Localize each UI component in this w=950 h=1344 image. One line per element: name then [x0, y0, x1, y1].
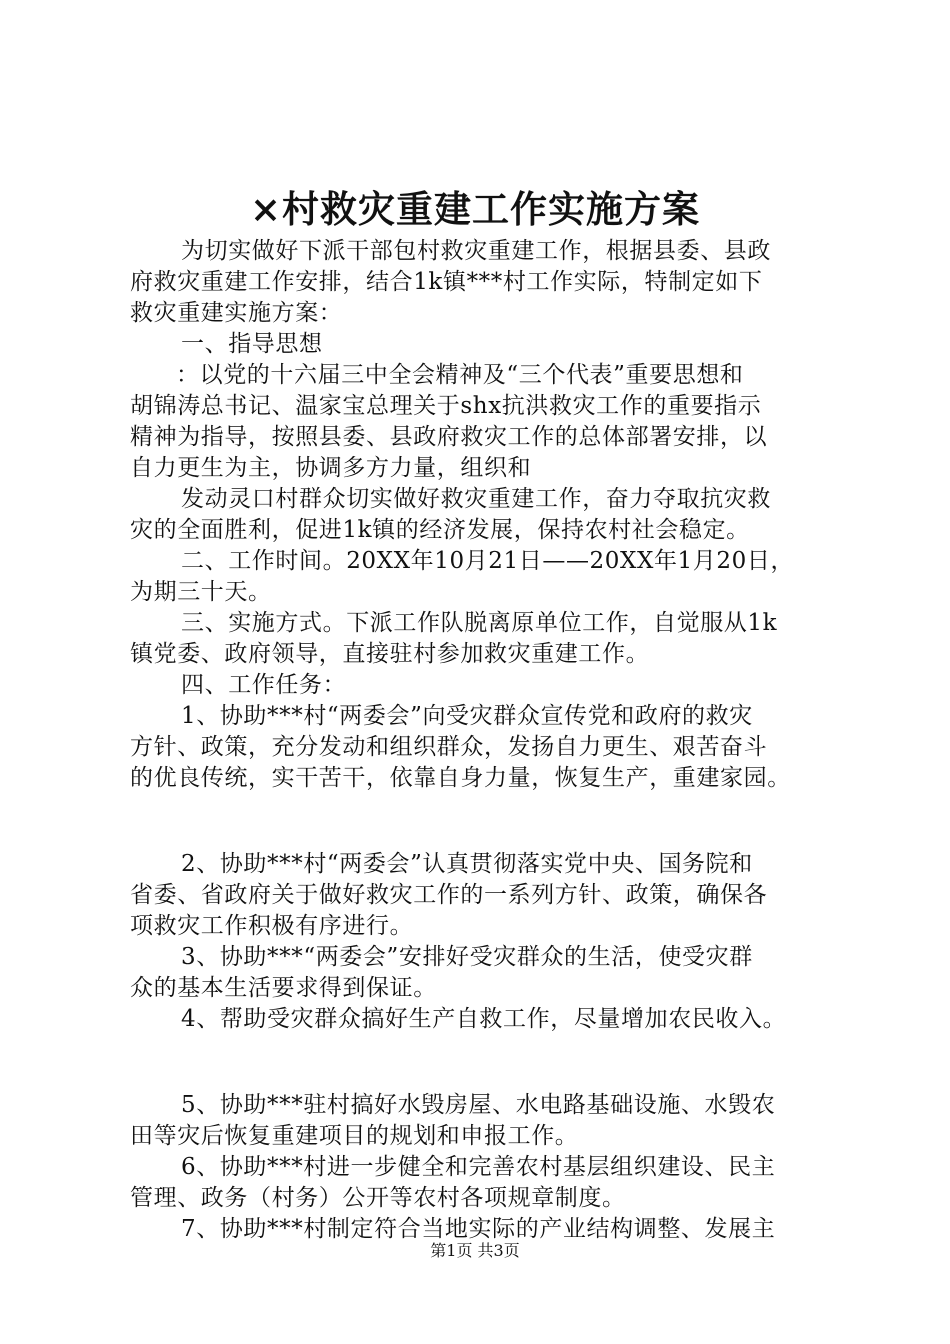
paragraph-line: 为期三十天。 — [130, 579, 272, 605]
task-item-line: 的优良传统，实干苦干，依靠自身力量，恢复生产，重建家园。 — [130, 765, 791, 791]
task-item-line: 众的基本生活要求得到保证。 — [130, 975, 437, 1001]
task-item-line: 6、协助***村进一步健全和完善农村基层组织建设、民主 — [181, 1154, 776, 1180]
task-item-line: 项救灾工作积极有序进行。 — [130, 913, 414, 939]
paragraph-line: 发动灵口村群众切实做好救灾重建工作，奋力夺取抗灾救 — [181, 486, 771, 512]
paragraph-line: 灾的全面胜利，促进1k镇的经济发展，保持农村社会稳定。 — [130, 517, 750, 543]
paragraph-line: 府救灾重建工作安排，结合1k镇***村工作实际，特制定如下 — [130, 269, 763, 295]
paragraph-line: 救灾重建实施方案： — [130, 300, 343, 326]
paragraph-gap — [130, 1035, 842, 1090]
task-item-line: 田等灾后恢复重建项目的规划和申报工作。 — [130, 1123, 579, 1149]
task-item-line: 7、协助***村制定符合当地实际的产业结构调整、发展主 — [181, 1216, 776, 1242]
paragraph-gap — [130, 794, 842, 849]
section-heading: 三、实施方式。下派工作队脱离原单位工作，自觉服从1k — [181, 610, 778, 636]
task-item-line: 5、协助***驻村搞好水毁房屋、水电路基础设施、水毁农 — [181, 1092, 776, 1118]
page-number-footer: 第1页 共3页 — [430, 1241, 520, 1260]
document-body — [130, 236, 842, 1245]
paragraph-line: 精神为指导，按照县委、县政府救灾工作的总体部署安排，以 — [130, 424, 768, 450]
paragraph-line: ：以党的十六届三中全会精神及“三个代表”重要思想和 — [176, 362, 744, 388]
task-item-line: 方针、政策，充分发动和组织群众，发扬自力更生、艰苦奋斗 — [130, 734, 768, 760]
paragraph-line: 为切实做好下派干部包村救灾重建工作，根据县委、县政 — [181, 238, 771, 264]
section-heading: 四、工作任务： — [181, 672, 347, 698]
task-item-line: 管理、政务（村务）公开等农村各项规章制度。 — [130, 1185, 626, 1211]
paragraph-line: 胡锦涛总书记、温家宝总理关于shx抗洪救灾工作的重要指示 — [130, 393, 762, 419]
document-title: ×村救灾重建工作实施方案 — [249, 187, 700, 231]
section-heading: 二、工作时间。20XX年10月21日——20XX年1月20日， — [181, 548, 795, 574]
paragraph-line: 自力更生为主，协调多方力量，组织和 — [130, 455, 532, 481]
task-item-line: 4、帮助受灾群众搞好生产自救工作，尽量增加农民收入。 — [181, 1006, 787, 1032]
paragraph-line: 镇党委、政府领导，直接驻村参加救灾重建工作。 — [130, 641, 650, 667]
task-item-line: 3、协助***“两委会”安排好受灾群众的生活，使受灾群 — [181, 944, 753, 970]
task-item-line: 1、协助***村“两委会”向受灾群众宣传党和政府的救灾 — [181, 703, 753, 729]
task-item-line: 2、协助***村“两委会”认真贯彻落实党中央、国务院和 — [181, 851, 753, 877]
section-heading: 一、指导思想 — [181, 331, 323, 357]
task-item-line: 省委、省政府关于做好救灾工作的一系列方针、政策，确保各 — [130, 882, 768, 908]
